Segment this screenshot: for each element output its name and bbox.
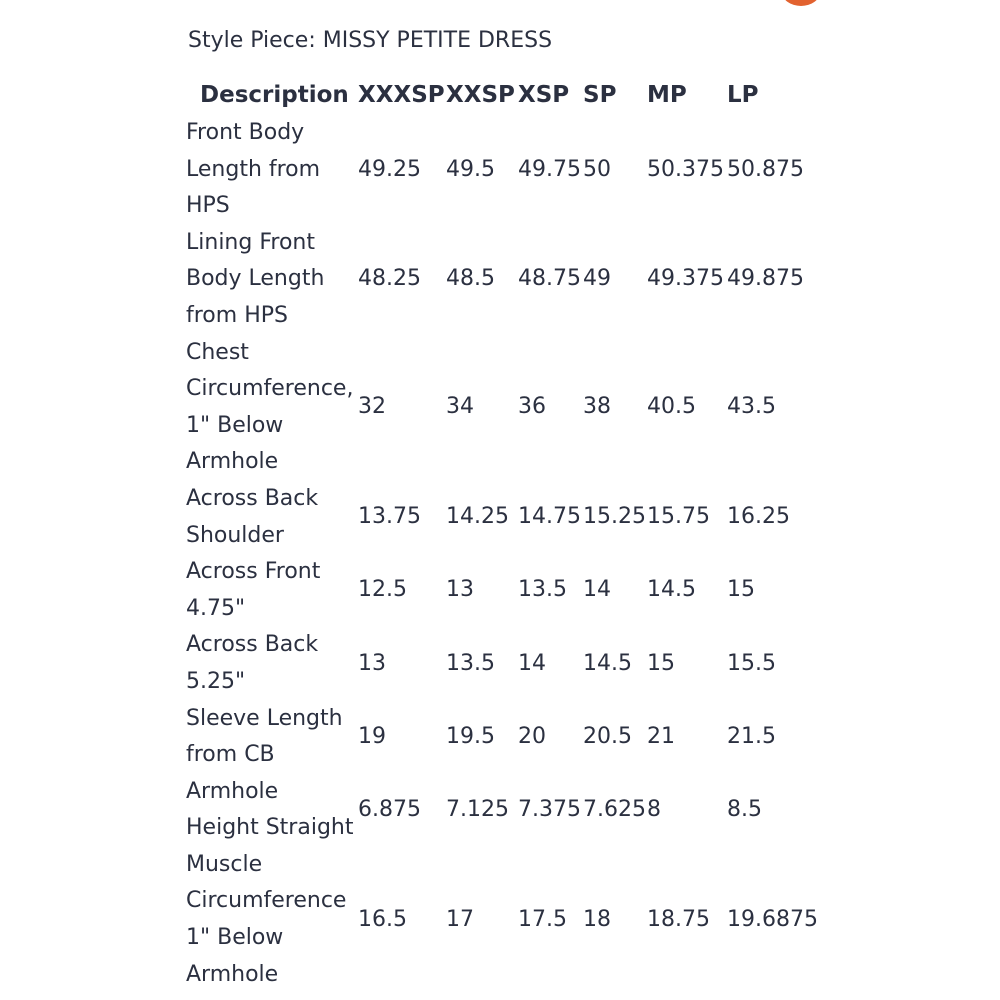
measurement-cell: 17 bbox=[446, 906, 474, 932]
measurement-cell: 49.25 bbox=[358, 156, 421, 182]
measurement-cell: 48.5 bbox=[446, 266, 495, 292]
measurement-cell: 13.75 bbox=[358, 504, 421, 530]
table-row bbox=[186, 115, 818, 225]
description-line: from CB bbox=[186, 742, 275, 768]
measurement-cell: 15.75 bbox=[647, 504, 710, 530]
size-chart-table bbox=[186, 75, 818, 993]
column-header-lp: LP bbox=[727, 82, 759, 108]
measurement-cell: 19.5 bbox=[446, 723, 495, 749]
measurement-cell: 48.75 bbox=[518, 266, 581, 292]
measurement-cell: 16.5 bbox=[358, 906, 407, 932]
column-header-xsp: XSP bbox=[518, 82, 570, 108]
measurement-cell: 20.5 bbox=[583, 723, 632, 749]
row-description bbox=[186, 115, 358, 225]
description-line: Across Back bbox=[186, 632, 319, 658]
measurement-cell: 34 bbox=[446, 394, 474, 420]
measurement-cell: 7.125 bbox=[446, 796, 509, 822]
description-line: Across Front bbox=[186, 559, 321, 585]
measurement-cell: 14.5 bbox=[583, 650, 632, 676]
measurement-cell: 7.375 bbox=[518, 796, 581, 822]
row-description bbox=[186, 701, 358, 774]
measurement-cell: 7.625 bbox=[583, 796, 646, 822]
measurement-cell: 14 bbox=[583, 577, 611, 603]
description-line: 4.75" bbox=[186, 595, 246, 621]
measurement-cell: 50.875 bbox=[727, 156, 804, 182]
measurement-cell: 12.5 bbox=[358, 577, 407, 603]
measurement-cell: 15 bbox=[727, 577, 755, 603]
table-row bbox=[186, 335, 818, 481]
measurement-cell: 49.875 bbox=[727, 266, 804, 292]
measurement-cell: 21.5 bbox=[727, 723, 776, 749]
description-line: Chest bbox=[186, 339, 249, 365]
measurement-cell: 14.75 bbox=[518, 504, 581, 530]
description-line: Armhole bbox=[186, 961, 279, 987]
measurement-cell: 13.5 bbox=[446, 650, 495, 676]
description-line: Muscle bbox=[186, 851, 263, 877]
table-body bbox=[186, 115, 818, 993]
measurement-cell: 17.5 bbox=[518, 906, 567, 932]
description-line: Across Back bbox=[186, 485, 319, 511]
description-line: Circumference bbox=[186, 888, 347, 914]
measurement-cell: 16.25 bbox=[727, 504, 790, 530]
measurement-cell: 20 bbox=[518, 723, 546, 749]
row-description bbox=[186, 225, 358, 335]
measurement-cell: 14 bbox=[518, 650, 546, 676]
measurement-cell: 8.5 bbox=[727, 796, 762, 822]
column-header-sp: SP bbox=[583, 82, 617, 108]
row-description bbox=[186, 774, 358, 847]
description-line: from HPS bbox=[186, 302, 288, 328]
description-line: 1" Below bbox=[186, 412, 284, 438]
description-line: Body Length bbox=[186, 266, 325, 292]
description-line: Height Straight bbox=[186, 815, 354, 841]
description-line: Armhole bbox=[186, 449, 279, 475]
table-row bbox=[186, 481, 818, 554]
measurement-cell: 32 bbox=[358, 394, 386, 420]
description-line: Front Body bbox=[186, 120, 305, 145]
table-row bbox=[186, 627, 818, 700]
table-row bbox=[186, 847, 818, 993]
measurement-cell: 15.5 bbox=[727, 650, 776, 676]
table-row bbox=[186, 554, 818, 627]
description-line: Shoulder bbox=[186, 522, 284, 548]
measurement-cell: 18.75 bbox=[647, 906, 710, 932]
row-description bbox=[186, 554, 358, 627]
measurement-cell: 21 bbox=[647, 723, 675, 749]
column-header-mp: MP bbox=[647, 82, 687, 108]
description-line: 5.25" bbox=[186, 668, 246, 694]
description-line: Circumference, bbox=[186, 376, 354, 402]
description-line: Sleeve Length bbox=[186, 705, 343, 731]
measurement-cell: 15.25 bbox=[583, 504, 646, 530]
description-line: Armhole bbox=[186, 778, 279, 804]
table-header-row bbox=[186, 75, 818, 115]
description-line: 1" Below bbox=[186, 925, 284, 951]
measurement-cell: 49.375 bbox=[647, 266, 724, 292]
measurement-cell: 13 bbox=[358, 650, 386, 676]
measurement-cell: 8 bbox=[647, 796, 661, 822]
measurement-cell: 19.6875 bbox=[727, 906, 818, 932]
measurement-cell: 49 bbox=[583, 266, 611, 292]
measurement-cell: 38 bbox=[583, 394, 611, 420]
description-line: Length from bbox=[186, 156, 321, 182]
notification-dot bbox=[782, 0, 820, 6]
row-description bbox=[186, 481, 358, 554]
measurement-cell: 36 bbox=[518, 394, 546, 420]
table-row bbox=[186, 225, 818, 335]
measurement-cell: 50 bbox=[583, 156, 611, 182]
measurement-cell: 13 bbox=[446, 577, 474, 603]
measurement-cell: 48.25 bbox=[358, 266, 421, 292]
measurement-cell: 14.5 bbox=[647, 577, 696, 603]
row-description bbox=[186, 335, 358, 481]
measurement-cell: 14.25 bbox=[446, 504, 509, 530]
table-row bbox=[186, 701, 818, 774]
measurement-cell: 43.5 bbox=[727, 394, 776, 420]
description-line: Lining Front bbox=[186, 229, 315, 255]
measurement-cell: 49.5 bbox=[446, 156, 495, 182]
description-line: HPS bbox=[186, 193, 230, 219]
column-header-xxsp: XXSP bbox=[446, 82, 515, 108]
measurement-cell: 49.75 bbox=[518, 156, 581, 182]
measurement-cell: 6.875 bbox=[358, 796, 421, 822]
measurement-cell: 13.5 bbox=[518, 577, 567, 603]
measurement-cell: 50.375 bbox=[647, 156, 724, 182]
measurement-cell: 40.5 bbox=[647, 394, 696, 420]
row-description bbox=[186, 847, 358, 993]
measurement-cell: 15 bbox=[647, 650, 675, 676]
style-piece-title: Style Piece: MISSY PETITE DRESS bbox=[188, 28, 553, 53]
table-row bbox=[186, 774, 818, 847]
column-header-description: Description bbox=[200, 82, 349, 108]
measurement-cell: 19 bbox=[358, 723, 386, 749]
measurement-cell: 18 bbox=[583, 906, 611, 932]
row-description bbox=[186, 627, 358, 700]
column-header-xxxsp: XXXSP bbox=[358, 82, 445, 108]
